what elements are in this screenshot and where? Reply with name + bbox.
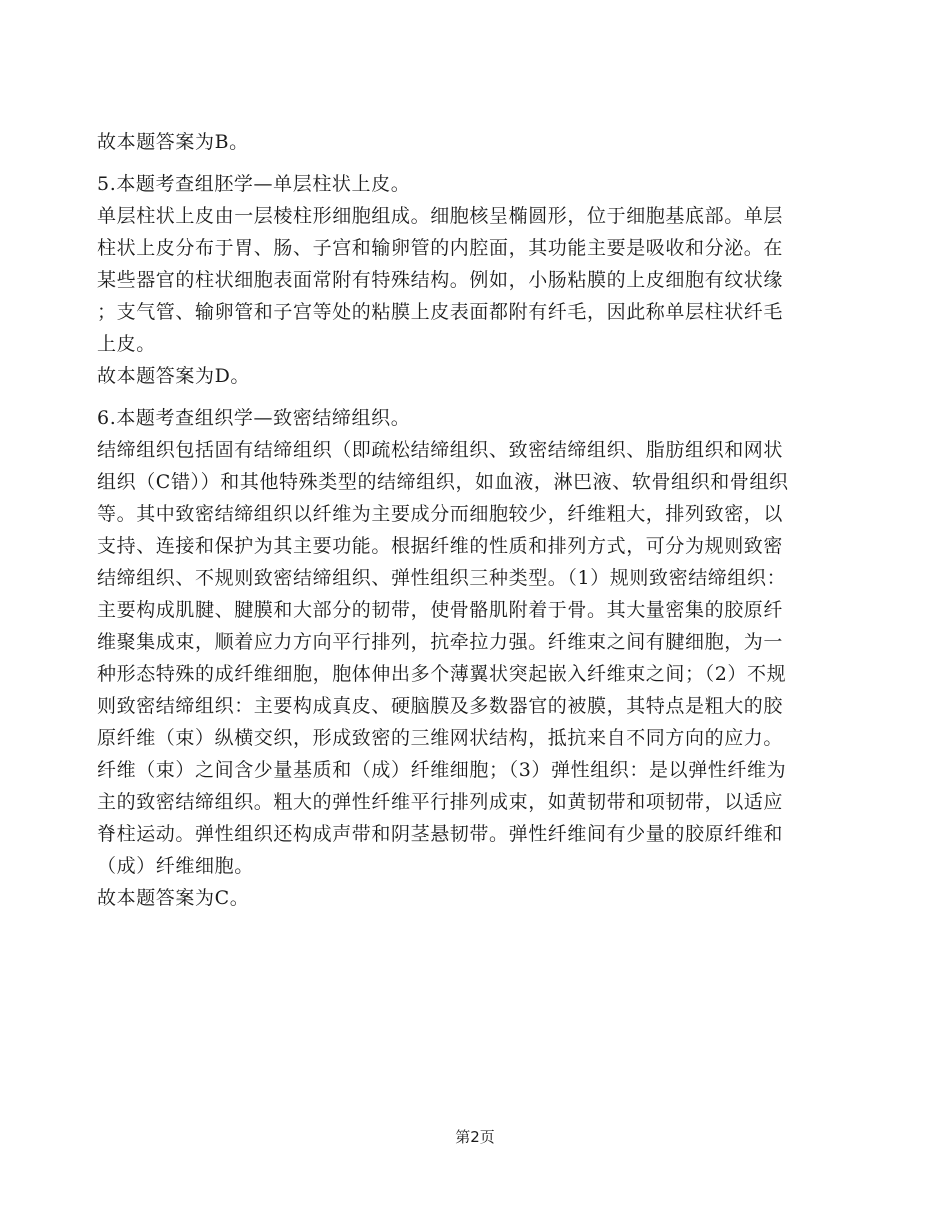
- answer-line-q6: 故本题答案为C。: [97, 887, 250, 909]
- paragraph-line: 原纤维（束）纵横交织，形成致密的三维网状结构，抵抗来自不同方向的应力。: [97, 727, 784, 749]
- paragraph-line: 种形态特殊的成纤维细胞，胞体伸出多个薄翼状突起嵌入纤维束之间；（2）不规: [97, 663, 787, 685]
- paragraph-line: 组织（C错））和其他特殊类型的结缔组织，如血液，淋巴液、软骨组织和骨组织: [97, 471, 789, 493]
- paragraph-line: 结缔组织、不规则致密结缔组织、弹性组织三种类型。（1）规则致密结缔组织：: [97, 567, 787, 589]
- paragraph-line: 主的致密结缔组织。粗大的弹性纤维平行排列成束，如黄韧带和项韧带，以适应: [97, 791, 784, 813]
- answer-line-q4: 故本题答案为B。: [97, 131, 249, 153]
- question-5-heading: 5.本题考查组胚学—单层柱状上皮。: [97, 173, 411, 195]
- paragraph-line: 柱状上皮分布于胃、肠、子宫和输卵管的内腔面，其功能主要是吸收和分泌。在: [97, 237, 784, 259]
- question-6-heading: 6.本题考查组织学—致密结缔组织。: [97, 407, 411, 429]
- page-number: 第2页: [455, 1128, 495, 1146]
- paragraph-line: 纤维（束）之间含少量基质和（成）纤维细胞；（3）弹性组织：是以弹性纤维为: [97, 759, 787, 781]
- paragraph-line: ；支气管、输卵管和子宫等处的粘膜上皮表面都附有纤毛，因此称单层柱状纤毛: [97, 301, 784, 323]
- document-body: [97, 126, 867, 914]
- paragraph-line: 主要构成肌腱、腱膜和大部分的韧带，使骨骼肌附着于骨。其大量密集的胶原纤: [97, 599, 784, 621]
- paragraph-line: 脊柱运动。弹性组织还构成声带和阴茎悬韧带。弹性纤维间有少量的胶原纤维和: [97, 823, 784, 845]
- paragraph-line: 上皮。: [97, 333, 156, 355]
- paragraph-line: 结缔组织包括固有结缔组织（即疏松结缔组织、致密结缔组织、脂肪组织和网状: [97, 439, 784, 461]
- paragraph-line: （成）纤维细胞。: [97, 855, 254, 877]
- paragraph-line: 等。其中致密结缔组织以纤维为主要成分而细胞较少，纤维粗大，排列致密，以: [97, 503, 784, 525]
- answer-line-q5: 故本题答案为D。: [97, 365, 251, 387]
- paragraph-line: 维聚集成束，顺着应力方向平行排列，抗牵拉力强。纤维束之间有腱细胞，为一: [97, 631, 784, 653]
- paragraph-line: 某些器官的柱状细胞表面常附有特殊结构。例如，小肠粘膜的上皮细胞有纹状缘: [97, 269, 784, 291]
- paragraph-line: 则致密结缔组织：主要构成真皮、硬脑膜及多数器官的被膜，其特点是粗大的胶: [97, 695, 784, 717]
- paragraph-line: 单层柱状上皮由一层棱柱形细胞组成。细胞核呈椭圆形，位于细胞基底部。单层: [97, 205, 784, 227]
- paragraph-line: 支持、连接和保护为其主要功能。根据纤维的性质和排列方式，可分为规则致密: [97, 535, 784, 557]
